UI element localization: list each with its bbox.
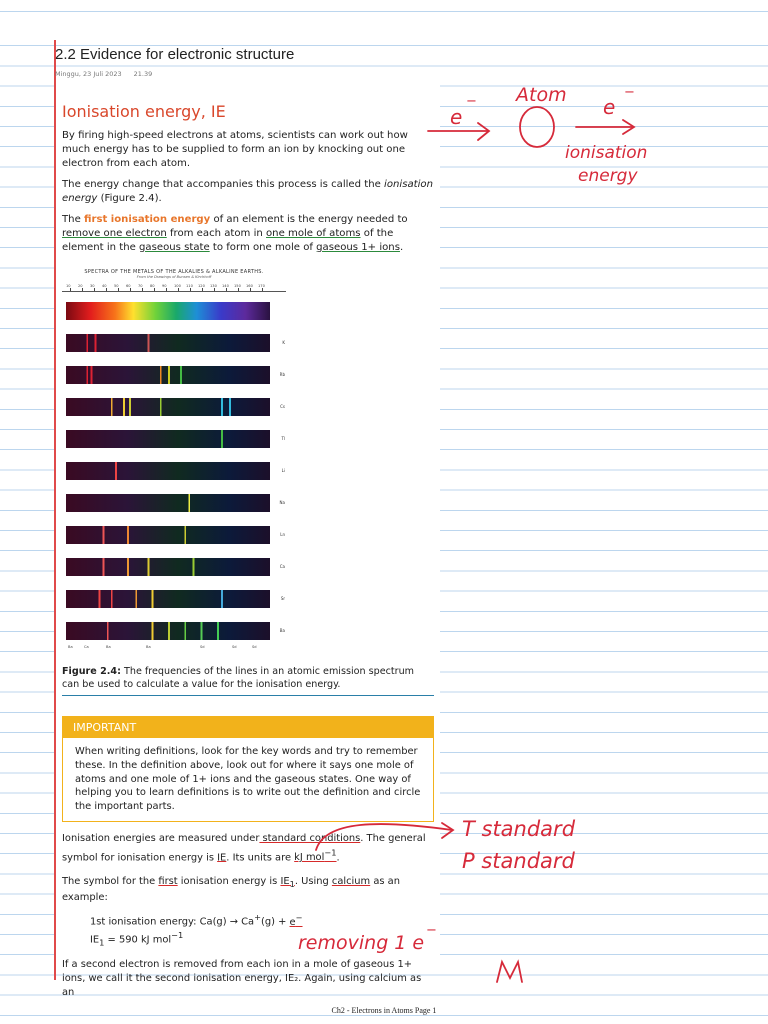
spectrum-strip (66, 558, 270, 576)
spectrum-strip (66, 526, 270, 544)
underlined-gaseous-state: gaseous state (139, 242, 210, 253)
figure-caption (62, 665, 434, 696)
text-run: as an example: (62, 876, 400, 904)
spectra-tick-label: 100 (174, 284, 181, 288)
spectrum-strip (66, 462, 270, 480)
spectrum-row (62, 356, 286, 388)
spectra-tick-label: 160 (246, 284, 253, 288)
spectrum-row (62, 548, 286, 580)
spectra-bottom-label: Ba (146, 645, 151, 649)
spectrum-element-label: Na (279, 500, 285, 505)
equation-line-2 (90, 929, 434, 948)
text-run: of an element is the energy needed to (210, 214, 408, 225)
spectra-tick-label: 120 (198, 284, 205, 288)
spectra-tick (126, 284, 131, 291)
spectrum-row (62, 388, 286, 420)
spectra-tick (234, 284, 241, 291)
pasted-textbook-page (56, 84, 440, 998)
spectrum-row (62, 420, 286, 452)
spectra-tick-label: 90 (162, 284, 167, 288)
spectra-bottom-label: Ba (68, 645, 73, 649)
text-run: (g) + (260, 916, 290, 928)
spectrum-strip (66, 494, 270, 512)
text-run: Ionisation energies are measured under (62, 832, 260, 844)
spectra-subtitle: From the Drawings of Bunsen & Kirchhoff (136, 275, 212, 279)
paragraph-second-ie-cut: If a second electron is removed from each ion in a mole of gaseous 1+ ions, we call it the second ionisation energy, IE₂. Again, using calcium as an (62, 958, 422, 998)
text-run: The energy change that accompanies this process is called the (62, 179, 385, 190)
spectrum-strip (66, 366, 270, 384)
spectra-tick (102, 284, 107, 291)
underlined-standard-conditions: standard conditions (259, 832, 361, 844)
underlined-calcium: calcium (331, 876, 371, 888)
arrow-right-head (623, 120, 634, 134)
underlined-one-mole-of-atoms: one mole of atoms (266, 228, 361, 239)
text-run: to form one mole of (209, 242, 317, 253)
figure-label: Figure 2.4: (62, 666, 121, 677)
spectra-tick-label: 80 (150, 284, 155, 288)
equation-line-1 (90, 911, 434, 928)
spectrum-row (62, 324, 286, 356)
electron-charge: − (295, 912, 303, 923)
atom-circle (520, 107, 554, 147)
m-mark (497, 962, 522, 982)
spectra-figure (62, 269, 286, 653)
spectrum-row (62, 484, 286, 516)
electron-left-label: e (450, 105, 463, 129)
underlined-ie: IE (217, 852, 227, 864)
arrow-left-head (478, 123, 489, 140)
spectrum-element-label: Rb (279, 372, 285, 377)
spectrum-row (62, 612, 286, 644)
spectrum-strip (66, 398, 270, 416)
spectrum-element-label: Sr (280, 596, 285, 601)
spectra-bottom-label: Sd (232, 645, 237, 649)
important-body: When writing definitions, look for the key words and try to remember these. In the definition above, look out for where it says one mole of atoms and one mole of 1+ ions and the gaseous states. One way of helping you to learn definitions is to write out the definition and circle the important parts. (75, 746, 421, 813)
spectra-tick-label: 30 (90, 284, 95, 288)
paragraph-standard-conditions (62, 832, 434, 865)
page-footer: Ch2 - Electrons in Atoms Page 1 (331, 1006, 437, 1015)
underlined-gaseous-ions: gaseous 1+ ions (316, 242, 400, 253)
temperature-standard-note: T standard (462, 817, 576, 841)
text-run: . Its units are (226, 852, 295, 864)
atom-label: Atom (516, 84, 567, 106)
spectra-tick-label: 140 (222, 284, 229, 288)
spectrum-row (62, 452, 286, 484)
paragraph-firing-electrons: By firing high-speed electrons at atoms, scientists can work out how much energy has to be supplied to form an ion by knocking out one electron from each atom. (62, 130, 408, 169)
important-heading: IMPORTANT (63, 717, 433, 738)
equation-block (90, 911, 434, 948)
spectra-tick-label: 150 (234, 284, 241, 288)
spectra-tick-label: 40 (102, 284, 107, 288)
electron-symbol: e (289, 916, 296, 928)
text-run: IE (90, 933, 100, 945)
text-run: of the element in the (62, 228, 394, 253)
underlined-electron (289, 912, 303, 928)
figure-caption-text: The frequencies of the lines in an atomic emission spectrum can be used to calculate a value for the ionisation energy. (62, 666, 415, 690)
underlined-first: first (158, 876, 178, 888)
spectra-bottom-label: Sd (252, 645, 257, 649)
spectra-title: SPECTRA OF THE METALS OF THE ALKALIES & ALKALINE EARTHS. (84, 269, 264, 275)
underlined-ie1 (280, 876, 295, 890)
underlined-remove-one-electron: remove one electron (62, 228, 167, 239)
text-run: (Figure 2.4). (97, 193, 162, 204)
electron-right-minus: − (624, 85, 635, 100)
spectra-tick (90, 284, 95, 291)
text-run: from each atom in (166, 228, 266, 239)
removing-electron-note: removing 1 e (298, 932, 425, 954)
spectra-tick-label: 110 (186, 284, 193, 288)
text-run: 1st ionisation energy: Ca(g) → Ca (90, 916, 255, 928)
energy-label: energy (578, 166, 638, 186)
spectra-tick (186, 284, 193, 291)
spectrum-element-label: Ca (279, 564, 285, 569)
spectrum-strip (66, 622, 270, 640)
spectra-bottom-label: Ca (84, 645, 89, 649)
ie-subscript: 1 (99, 936, 105, 947)
text-run: . The general symbol for ionisation energy is (62, 832, 426, 864)
spectrum-element-label: Cs (280, 404, 285, 409)
spectra-tick (246, 284, 253, 291)
text-run: The (62, 214, 84, 225)
text-run: The symbol for the (62, 876, 159, 888)
spectra-tick (78, 284, 83, 291)
text-run: . (336, 852, 340, 864)
spectra-tick-label: 50 (114, 284, 119, 288)
spectra-tick (222, 284, 229, 291)
pressure-standard-note: P standard (462, 849, 575, 873)
underlined-units (294, 847, 337, 864)
spectra-tick (162, 284, 167, 291)
important-box (62, 716, 434, 822)
spectrum-element-label: Li (281, 468, 285, 473)
spectrum-strip (66, 430, 270, 448)
page-title: 2.2 Evidence for electronic structure (55, 46, 295, 63)
spectrum-element-label: Ba (279, 628, 285, 633)
electron-left-minus: − (466, 94, 477, 109)
spectrum-element-label: Tl (281, 436, 285, 441)
section-heading: Ionisation energy, IE (62, 102, 226, 121)
ie1-subscript: 1 (289, 879, 295, 890)
text-run: ionisation energy is (177, 876, 281, 888)
charge-plus: + (254, 912, 261, 923)
spectra-tick-label: 10 (66, 284, 71, 288)
spectra-top-scale (62, 281, 286, 292)
spectra-tick-label: 70 (138, 284, 143, 288)
spectra-tick-label: 170 (258, 284, 265, 288)
spectrum-row (62, 516, 286, 548)
spectrum-strip (66, 334, 270, 352)
term-ionisation-energy: ionisation energy (62, 179, 433, 204)
spectra-tick-label: 130 (210, 284, 217, 288)
spectrum-element-label: K (282, 340, 285, 345)
spectra-tick (210, 284, 217, 291)
page-time: 21.39 (133, 70, 153, 78)
spectrum-element-label: Ln (280, 532, 285, 537)
text-run: = 590 kJ mol (104, 933, 172, 945)
connector-head (442, 823, 453, 838)
ionisation-label: ionisation (565, 143, 648, 163)
spectrum-strip (66, 590, 270, 608)
spectra-tick-label: 60 (126, 284, 131, 288)
spectrum-row (62, 292, 286, 324)
spectra-tick (138, 284, 143, 291)
term-first-ionisation-energy: first ionisation energy (83, 214, 211, 225)
spectra-rows (62, 292, 286, 644)
spectra-tick (114, 284, 119, 291)
spectra-bottom-label: Ba (106, 645, 111, 649)
units-exponent: −1 (171, 929, 184, 940)
units-text: kJ mol (294, 852, 325, 864)
spectrum-row (62, 580, 286, 612)
units-exponent: −1 (324, 847, 337, 858)
spectra-tick (174, 284, 181, 291)
text-run: . (399, 242, 404, 253)
ie1-text: IE (280, 876, 290, 888)
spectra-tick (66, 284, 71, 291)
spectrum-strip (66, 302, 270, 320)
spectra-tick-label: 20 (78, 284, 83, 288)
removing-electron-minus: − (426, 923, 437, 938)
page-timestamp (55, 70, 152, 78)
paragraph-symbol (62, 875, 434, 905)
spectra-tick (150, 284, 155, 291)
electron-right-label: e (603, 95, 616, 119)
text-run: . Using (294, 876, 332, 888)
spectra-bottom-label: Sd (200, 645, 205, 649)
page-date: Minggu, 23 Juli 2023 (55, 70, 122, 78)
spectra-bottom-scale (62, 644, 286, 653)
paragraph-energy-change (62, 178, 434, 206)
paragraph-first-ie-definition (62, 213, 434, 255)
spectra-tick (198, 284, 205, 291)
spectra-tick (258, 284, 265, 291)
